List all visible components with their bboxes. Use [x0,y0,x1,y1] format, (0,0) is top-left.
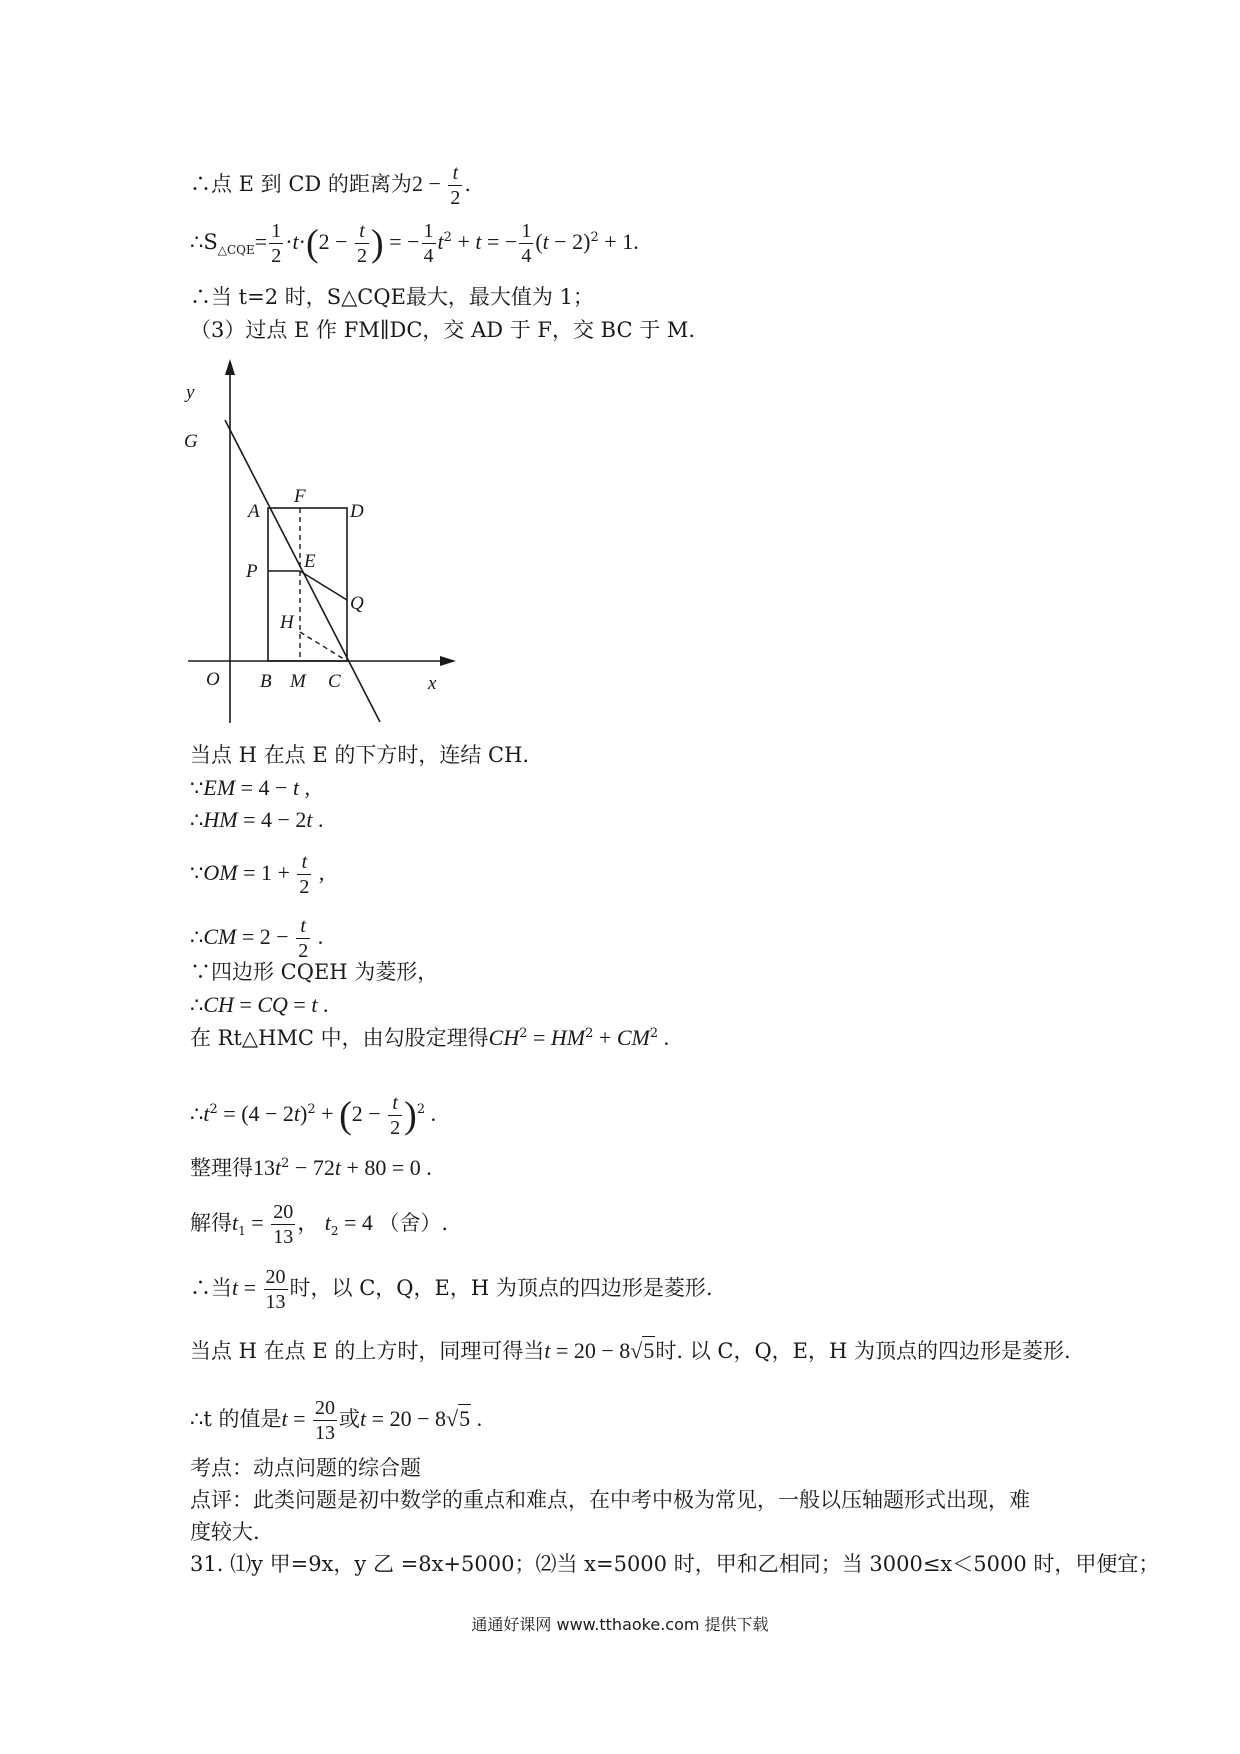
label-c: C [328,671,341,692]
segment-eq [300,571,347,600]
rectangle-abcd [268,508,347,661]
label-a: A [248,501,260,522]
line-solve: 解得$t_1$ = $\frac{20}{13}$ ， $t_2 = 4$ （舍）. [190,1201,449,1248]
label-h: H [280,612,294,633]
label-e: E [304,551,316,572]
line-cm: ∴CM = 2 − $\frac{t}{2}$ . [190,915,324,962]
line-conclusion-below: ∴当t = $\frac{20}{13}$ 时，以 C，Q，E，H 为顶点的四边形是菱形. [190,1266,713,1313]
segment-hc [300,632,347,661]
label-p: P [246,561,258,582]
label-b: B [260,671,272,692]
line-topic: 考点：动点问题的综合题 [190,1456,421,1480]
line-construction: （3）过点 E 作 FM∥DC，交 AD 于 F，交 BC 于 M. [190,318,696,342]
line-rhombus-premise: ∵四边形 CQEH 为菱形， [190,960,439,984]
line-final-answer: ∴t 的值是t = $\frac{20}{13}$ 或t = 20 − 8√5 . [190,1397,483,1444]
label-o: O [206,669,220,690]
line-case-above: 当点 H 在点 E 的上方时，同理可得当t = 20 − 8√5时. 以 C，Q，E，H 为顶点的四边形是菱形. [190,1338,1071,1363]
x-axis-arrow [440,656,456,666]
line-pythagoras: 在 Rt△HMC 中，由勾股定理得$CH^2 = HM^2 + CM^2$ . [190,1025,670,1050]
line-max-area: ∴当 t=2 时，S△CQE最大，最大值为 1； [190,285,594,309]
line-hm: ∴HM = 4 − 2t . [190,807,324,832]
label-d: D [350,501,364,522]
label-f: F [294,486,306,507]
y-axis-arrow [225,359,235,375]
label-m: M [290,671,306,692]
geometry-diagram [180,355,460,725]
line-comment-cont: 度较大. [190,1520,260,1544]
line-ch-cq: ∴CH = CQ = t . [190,992,329,1017]
line-equation: $\therefore t^2 = (4 - 2t)^2 + (2$ − $\frac{t}{2}$ )$^2$ . [190,1092,437,1139]
label-x: x [428,673,437,694]
line-simplify: 整理得$13t^2 - 72t + 80 = 0$ . [190,1155,432,1180]
line-comment: 点评：此类问题是初中数学的重点和难点，在中考中极为常见，一般以压轴题形式出现，难 [190,1488,1030,1512]
line-area-formula: $\therefore S_{\triangle CQE}=$ $\frac{1}{2}$ ·t·(2 − $\frac{t}{2}$ ) = − $\frac{1}{4}$ $t^2 + t$ = − $\frac{1}{4}$ $(t - 2)^2 + 1$. [190,220,639,267]
label-q: Q [350,593,364,614]
line-om: ∵OM = 1 + $\frac{t}{2}$ , [190,851,325,898]
label-y: y [186,382,195,403]
label-g: G [184,431,198,452]
footer: 通通好课网 www.tthaoke.com 提供下载 [471,1615,769,1634]
line-em: ∵EM = 4 − t , [190,775,311,800]
line-case-below: 当点 H 在点 E 的下方时，连结 CH. [190,743,530,767]
line-distance-e-cd: ∴点 E 到 CD 的距离为2 − $\frac{t}{2}$ . [190,162,472,209]
line-question-31: 31. ⑴y 甲=9x，y 乙 =8x+5000；⑵当 x=5000 时，甲和乙相同；当 3000≤x＜5000 时，甲便宜； [190,1552,1160,1576]
